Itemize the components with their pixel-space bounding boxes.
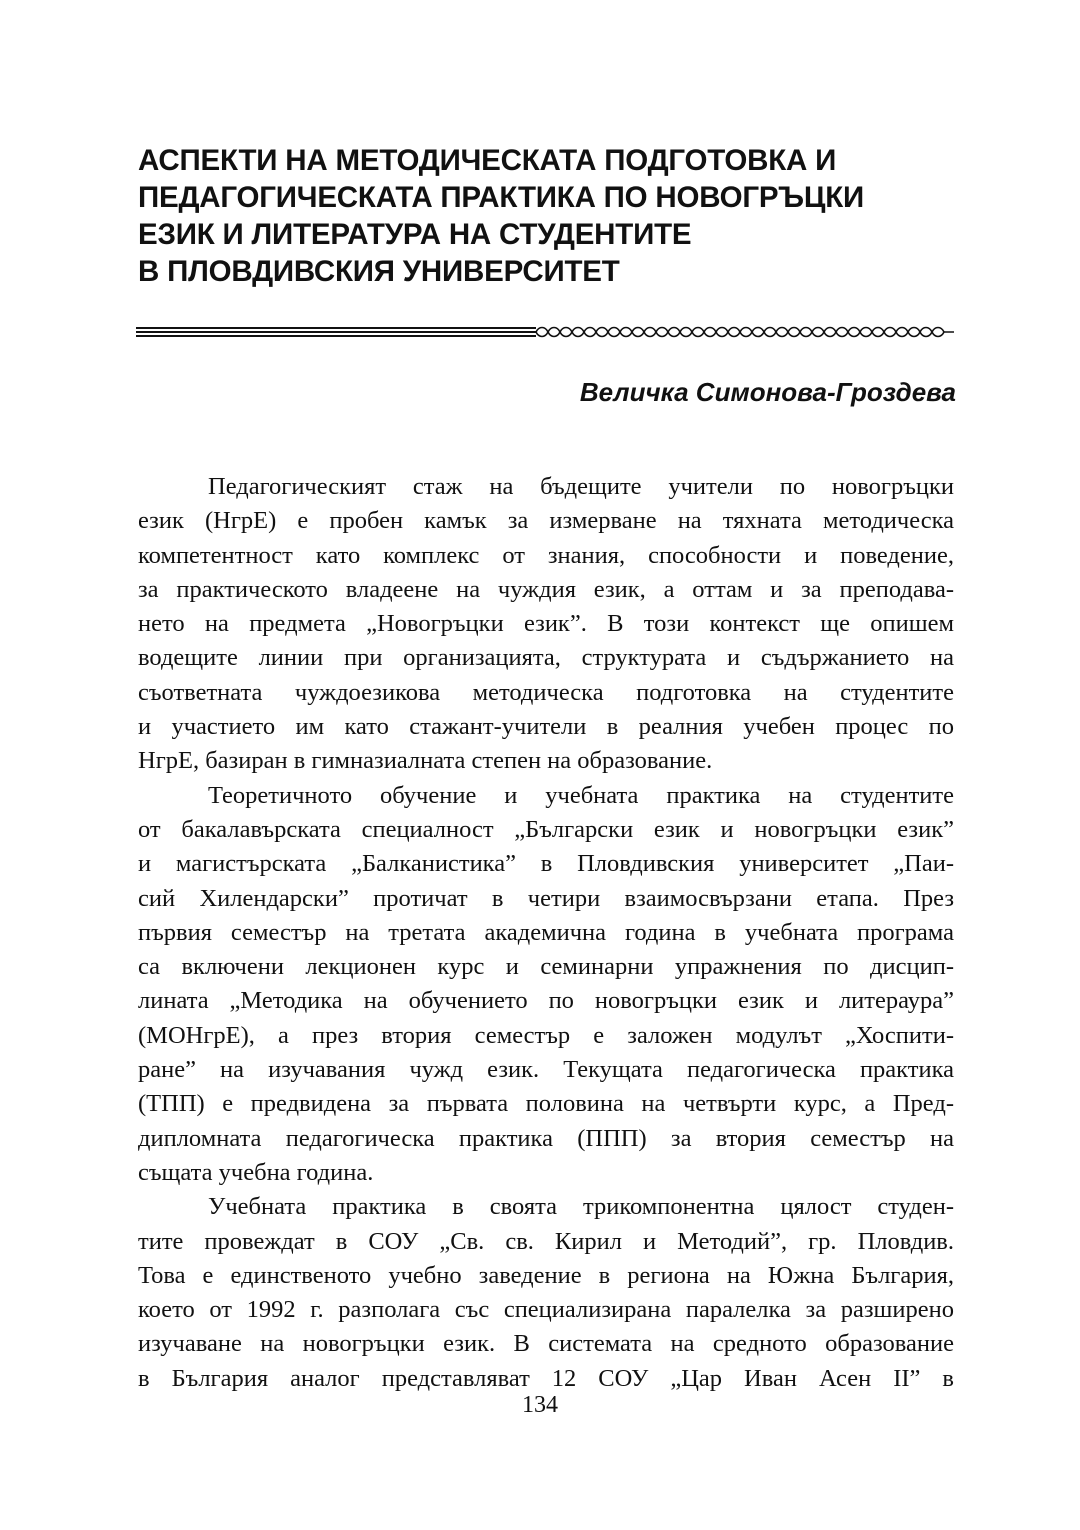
paragraph xyxy=(138,779,954,1191)
text-line: са включени лекционен курс и семинарни упражнения по дисцип- xyxy=(138,953,954,981)
text-line: (МОНгрЕ), а през втория семестър е заложен модулът „Хоспити- xyxy=(138,1021,954,1049)
text-line: НгрЕ, базиран в гимназиалната степен на образование. xyxy=(138,747,713,775)
text-line: за практическото владеене на чуждия език, а оттам и за преподава- xyxy=(138,575,954,603)
title-line: ЕЗИК И ЛИТЕРАТУРА НА СТУДЕНТИТЕ xyxy=(138,218,692,251)
text-line: нето на предмета „Новогръцки език”. В този контекст ще опишем xyxy=(138,610,954,638)
author-name: Величка Симонова-Гроздева xyxy=(579,377,956,407)
title-line: АСПЕКТИ НА МЕТОДИЧЕСКАТА ПОДГОТОВКА И xyxy=(138,144,837,177)
page-number: 134 xyxy=(522,1392,558,1418)
text-line: Педагогическият стаж на бъдещите учители по новогръцки xyxy=(208,473,954,500)
article-title xyxy=(138,142,968,290)
title-line: В ПЛОВДИВСКИЯ УНИВЕРСИТЕТ xyxy=(138,255,620,288)
text-line: компетентност като комплекс от знания, способности и поведение, xyxy=(138,541,954,569)
text-line: изучаване на новогръцки език. В системата на средното образование xyxy=(138,1330,954,1358)
text-line: (ТПП) е предвидена за първата половина на четвърти курс, а Пред- xyxy=(138,1090,954,1118)
text-line: съответната чуждоезикова методическа подготовка на студентите xyxy=(138,678,954,706)
text-line: водещите линии при организацията, структурата и съдържанието на xyxy=(138,644,954,672)
text-line: Учебната практика в своята трикомпонентна цялост студен- xyxy=(208,1193,954,1221)
title-divider-ornament xyxy=(136,320,958,344)
text-line: и участието им като стажант-учители в реалния учебен процес по xyxy=(138,713,954,741)
text-line: език (НгрЕ) е пробен камък за измерване на тяхната методическа xyxy=(138,507,954,535)
text-line: първия семестър на третата академична година в учебната програма xyxy=(138,918,954,946)
text-line: и магистърската „Балканистика” в Пловдивския университет „Паи- xyxy=(138,850,954,878)
article-body xyxy=(138,470,954,1396)
paragraph xyxy=(138,1190,954,1396)
text-line: ране” на изучавания чужд език. Текущата педагогическа практика xyxy=(138,1056,954,1084)
text-line: Теоретичното обучение и учебната практика на студентите xyxy=(208,781,954,809)
text-line: сий Хилендарски” протичат в четири взаимосвързани етапа. През xyxy=(138,884,954,912)
text-line: Това е единственото учебно заведение в региона на Южна България, xyxy=(138,1261,954,1289)
paragraph xyxy=(138,470,954,779)
text-line: от бакалавърската специалност „Български език и новогръцки език” xyxy=(138,815,954,843)
text-line: същата учебна година. xyxy=(138,1158,374,1186)
text-line: в България аналог представляват 12 СОУ „Цар Иван Асен II” в xyxy=(138,1364,954,1392)
text-line: дипломната педагогическа практика (ППП) за втория семестър на xyxy=(138,1124,954,1152)
title-line: ПЕДАГОГИЧЕСКАТА ПРАКТИКА ПО НОВОГРЪЦКИ xyxy=(138,181,864,214)
text-line: лината „Методика на обучението по новогръцки език и литераура” xyxy=(138,987,954,1015)
text-line: тите провеждат в СОУ „Св. св. Кирил и Методий”, гр. Пловдив. xyxy=(138,1227,954,1255)
text-line: което от 1992 г. разполага със специализирана паралелка за разширено xyxy=(138,1296,954,1324)
